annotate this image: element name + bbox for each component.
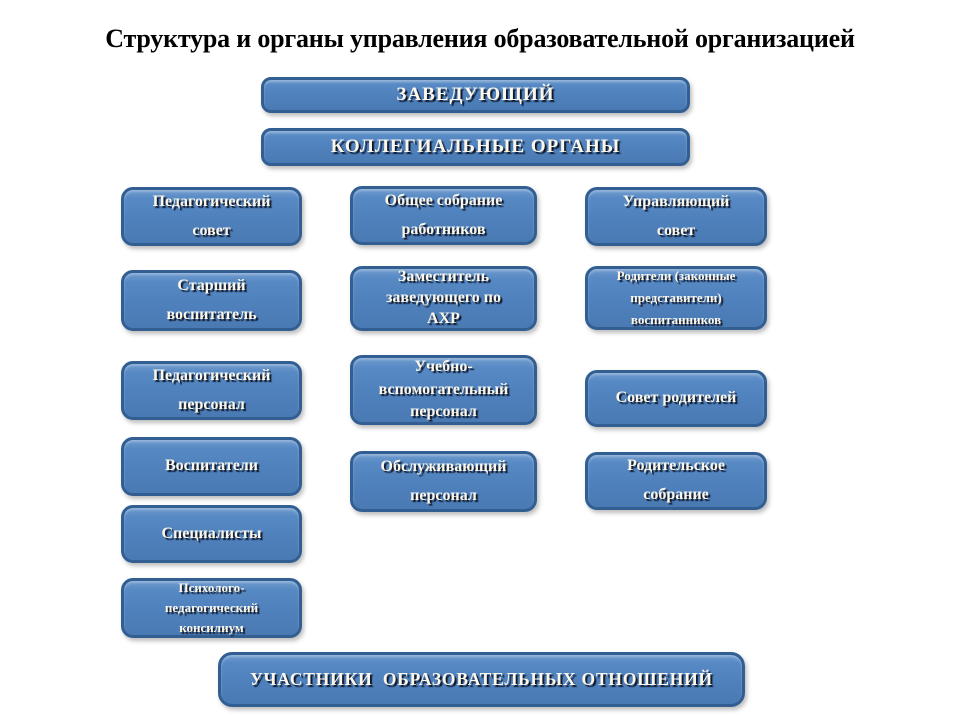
node-pedagogical-staff-label: Педагогический персонал — [152, 366, 275, 413]
node-educators-label: Воспитатели — [164, 457, 258, 475]
node-participants-label: УЧАСТНИКИ ОБРАЗОВАТЕЛЬНЫХ ОТНОШЕНИЙ — [250, 669, 713, 689]
node-deputy-head-ahr-label: Заместитель заведующего по АХР — [386, 268, 505, 327]
node-pedagogical-council — [121, 187, 302, 246]
node-parents-meeting-label: Родительское собрание — [627, 457, 729, 503]
node-specialists — [121, 505, 302, 563]
node-head — [261, 77, 690, 113]
node-general-staff-meeting-label: Общее собрание работников — [384, 191, 507, 238]
node-psychological-pedagogical-council — [121, 578, 302, 638]
node-collegial-bodies-label: КОЛЛЕГИАЛЬНЫЕ ОРГАНЫ — [330, 136, 621, 157]
node-general-staff-meeting — [350, 186, 537, 245]
node-service-staff-label: Обслуживающий персонал — [380, 457, 511, 504]
node-specialists-label: Специалисты — [161, 524, 262, 542]
node-pedagogical-council-label: Педагогический совет — [152, 192, 275, 239]
node-parents-council-label: Совет родителей — [615, 389, 737, 407]
node-parents-meeting — [585, 452, 767, 510]
node-collegial-bodies — [261, 128, 690, 166]
node-parents-legal-representatives-label: Родители (законные представители) воспитанников — [616, 267, 739, 328]
node-educators — [121, 437, 302, 496]
node-pedagogical-staff — [121, 361, 302, 420]
node-service-staff — [350, 451, 537, 512]
slide-title: Структура и органы управления образовательной организацией — [105, 24, 855, 53]
node-deputy-head-ahr — [350, 266, 537, 331]
node-parents-council — [585, 370, 767, 427]
node-senior-educator — [121, 270, 302, 331]
node-governing-council-label: Управляющий совет — [622, 192, 734, 239]
node-psychological-pedagogical-council-label: Психолого-педагогический консилиум — [164, 579, 262, 636]
node-educational-support-staff — [350, 355, 537, 425]
node-governing-council — [585, 187, 767, 246]
node-parents-legal-representatives — [585, 266, 767, 330]
node-participants — [218, 652, 745, 707]
node-senior-educator-label: Старший воспитатель — [166, 276, 257, 323]
node-educational-support-staff-label: Учебно-вспомогательный персонал — [378, 357, 513, 421]
node-head-label: ЗАВЕДУЮЩИЙ — [396, 84, 555, 105]
